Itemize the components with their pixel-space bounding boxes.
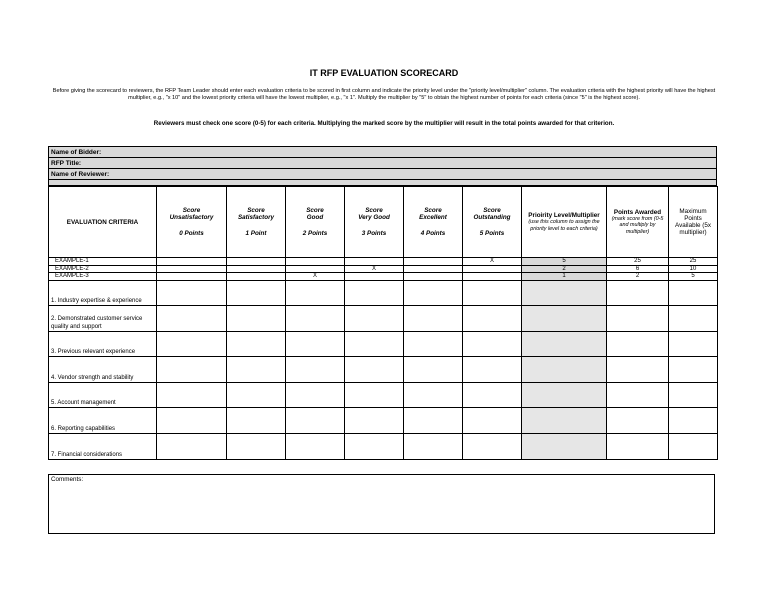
score-cell[interactable] <box>404 357 463 383</box>
score-cell[interactable] <box>286 331 345 357</box>
awarded-cell[interactable] <box>607 331 669 357</box>
example-label: EXAMPLE-1 <box>49 258 157 266</box>
score-cell[interactable] <box>286 408 345 434</box>
score-cell[interactable] <box>345 434 404 460</box>
examples-body <box>49 258 718 281</box>
header-row <box>49 187 718 258</box>
score-header: Score Good 2 Points <box>286 187 345 258</box>
score-cell[interactable] <box>345 280 404 306</box>
priority-cell[interactable] <box>522 280 607 306</box>
awarded-cell: 25 <box>607 258 669 266</box>
maximum-cell[interactable] <box>669 306 718 332</box>
score-cell[interactable]: X <box>286 273 345 281</box>
awarded-cell: 2 <box>607 273 669 281</box>
score-cell[interactable] <box>286 280 345 306</box>
score-cell[interactable] <box>463 382 522 408</box>
score-cell[interactable] <box>227 331 286 357</box>
score-cell[interactable] <box>404 273 463 281</box>
criteria-body <box>49 280 718 459</box>
intro-paragraph: Before giving the scorecard to reviewers, the RFP Team Leader should enter each evaluation criteria to be scored in first column and indicate the priority level under the "priority level/multiplier" column. The evaluation criteria with the highest priority will have the highest multiplier, e.g., "x 10" and the lowest priority criteria will have the lowest multiplier, e.g., "x 1". Multiply the multiplier by "5" to obtain the highest number of points for each criteria (since "5" is the highest score). <box>52 88 716 101</box>
maximum-cell[interactable] <box>669 382 718 408</box>
maximum-cell[interactable] <box>669 408 718 434</box>
score-cell[interactable] <box>157 273 227 281</box>
maximum-cell: 25 <box>669 258 718 266</box>
score-cell[interactable] <box>345 331 404 357</box>
priority-cell[interactable] <box>522 331 607 357</box>
example-label: EXAMPLE-3 <box>49 273 157 281</box>
score-cell[interactable] <box>157 357 227 383</box>
score-cell[interactable] <box>404 265 463 273</box>
maximum-cell[interactable] <box>669 434 718 460</box>
score-cell[interactable] <box>227 280 286 306</box>
score-cell[interactable] <box>463 306 522 332</box>
score-cell[interactable] <box>286 357 345 383</box>
criteria-row <box>49 280 718 306</box>
score-cell[interactable] <box>345 408 404 434</box>
score-cell[interactable] <box>157 265 227 273</box>
score-header: Score Very Good 3 Points <box>345 187 404 258</box>
score-cell[interactable] <box>404 434 463 460</box>
criteria-row <box>49 434 718 460</box>
example-row <box>49 273 718 281</box>
score-cell[interactable] <box>227 306 286 332</box>
score-cell[interactable] <box>227 357 286 383</box>
criteria-label: 5. Account management <box>49 382 157 408</box>
score-cell[interactable] <box>157 434 227 460</box>
rfp-title-field[interactable]: RFP Title: <box>49 158 717 169</box>
score-cell[interactable] <box>404 258 463 266</box>
awarded-cell[interactable] <box>607 306 669 332</box>
score-cell[interactable] <box>345 273 404 281</box>
score-cell[interactable] <box>227 273 286 281</box>
criteria-label: 4. Vendor strength and stability <box>49 357 157 383</box>
score-header: Score Satisfactory 1 Point <box>227 187 286 258</box>
criteria-label: 1. Industry expertise & experience <box>49 280 157 306</box>
reviewer-instruction: Reviewers must check one score (0-5) for each criteria. Multiplying the marked score by the multiplier will result in the total points awarded for that criterion. <box>153 120 615 127</box>
page-title: IT RFP EVALUATION SCORECARD <box>309 68 459 78</box>
score-cell[interactable] <box>404 306 463 332</box>
example-row <box>49 265 718 273</box>
awarded-cell: 6 <box>607 265 669 273</box>
score-header: Score Unsatisfactory 0 Points <box>157 187 227 258</box>
score-cell[interactable] <box>157 258 227 266</box>
maximum-cell[interactable] <box>669 280 718 306</box>
score-header: Score Excellent 4 Points <box>404 187 463 258</box>
priority-cell: 5 <box>522 258 607 266</box>
comments-box[interactable] <box>48 474 715 534</box>
priority-header: Prioirity Level/Multiplier (use this column to assign the priority level to each criteria) <box>522 187 607 258</box>
score-cell[interactable] <box>227 265 286 273</box>
score-cell[interactable] <box>157 280 227 306</box>
criteria-label: 6. Reporting capabilities <box>49 408 157 434</box>
score-cell[interactable] <box>404 408 463 434</box>
score-cell[interactable] <box>463 280 522 306</box>
score-cell[interactable] <box>404 382 463 408</box>
score-cell[interactable] <box>463 357 522 383</box>
awarded-cell[interactable] <box>607 382 669 408</box>
score-cell[interactable] <box>463 434 522 460</box>
criteria-row <box>49 382 718 408</box>
score-cell[interactable] <box>157 306 227 332</box>
score-cell[interactable] <box>345 306 404 332</box>
score-cell[interactable] <box>463 273 522 281</box>
awarded-cell[interactable] <box>607 357 669 383</box>
awarded-cell[interactable] <box>607 280 669 306</box>
maximum-cell: 5 <box>669 273 718 281</box>
spacer-row <box>49 180 717 186</box>
criteria-row <box>49 357 718 383</box>
score-cell[interactable] <box>157 331 227 357</box>
score-cell[interactable] <box>286 306 345 332</box>
criteria-row <box>49 331 718 357</box>
comments-label: Comments: <box>51 476 84 483</box>
criteria-label: 7. Financial considerations <box>49 434 157 460</box>
score-cell[interactable] <box>345 357 404 383</box>
reviewer-name-field[interactable]: Name of Reviewer: <box>49 169 717 180</box>
score-cell[interactable] <box>345 258 404 266</box>
criteria-row <box>49 408 718 434</box>
score-cell[interactable] <box>286 265 345 273</box>
priority-cell: 2 <box>522 265 607 273</box>
score-cell[interactable] <box>286 382 345 408</box>
priority-cell[interactable] <box>522 357 607 383</box>
maximum-header: Maximum Points Available (5x multiplier) <box>669 187 718 258</box>
awarded-cell[interactable] <box>607 408 669 434</box>
example-row <box>49 258 718 266</box>
score-header: Score Outstanding 5 Points <box>463 187 522 258</box>
priority-cell[interactable] <box>522 306 607 332</box>
score-cell[interactable] <box>227 258 286 266</box>
score-cell[interactable]: X <box>345 265 404 273</box>
score-cell[interactable] <box>463 408 522 434</box>
awarded-header: Points Awarded (mark score from (0-5 and multiply by multiplier) <box>607 187 669 258</box>
score-cell[interactable] <box>157 382 227 408</box>
awarded-cell[interactable] <box>607 434 669 460</box>
score-cell[interactable] <box>286 434 345 460</box>
example-label: EXAMPLE-2 <box>49 265 157 273</box>
info-table <box>48 146 717 186</box>
maximum-cell[interactable] <box>669 331 718 357</box>
priority-cell[interactable] <box>522 382 607 408</box>
score-cell[interactable] <box>286 258 345 266</box>
bidder-name-field[interactable]: Name of Bidder: <box>49 147 717 158</box>
criteria-header: EVALUATION CRITERIA <box>49 187 157 258</box>
criteria-label: 2. Demonstrated customer service quality and support <box>49 306 157 332</box>
score-cell[interactable] <box>227 434 286 460</box>
score-cell[interactable]: X <box>463 258 522 266</box>
scorecard-table <box>48 186 718 460</box>
criteria-row <box>49 306 718 332</box>
priority-cell: 1 <box>522 273 607 281</box>
score-cell[interactable] <box>345 382 404 408</box>
score-cell[interactable] <box>463 265 522 273</box>
score-cell[interactable] <box>227 382 286 408</box>
score-cell[interactable] <box>157 408 227 434</box>
score-cell[interactable] <box>404 280 463 306</box>
priority-cell[interactable] <box>522 408 607 434</box>
priority-cell[interactable] <box>522 434 607 460</box>
maximum-cell[interactable] <box>669 357 718 383</box>
score-cell[interactable] <box>227 408 286 434</box>
score-cell[interactable] <box>463 331 522 357</box>
maximum-cell: 10 <box>669 265 718 273</box>
criteria-label: 3. Previous relevant experience <box>49 331 157 357</box>
score-cell[interactable] <box>404 331 463 357</box>
